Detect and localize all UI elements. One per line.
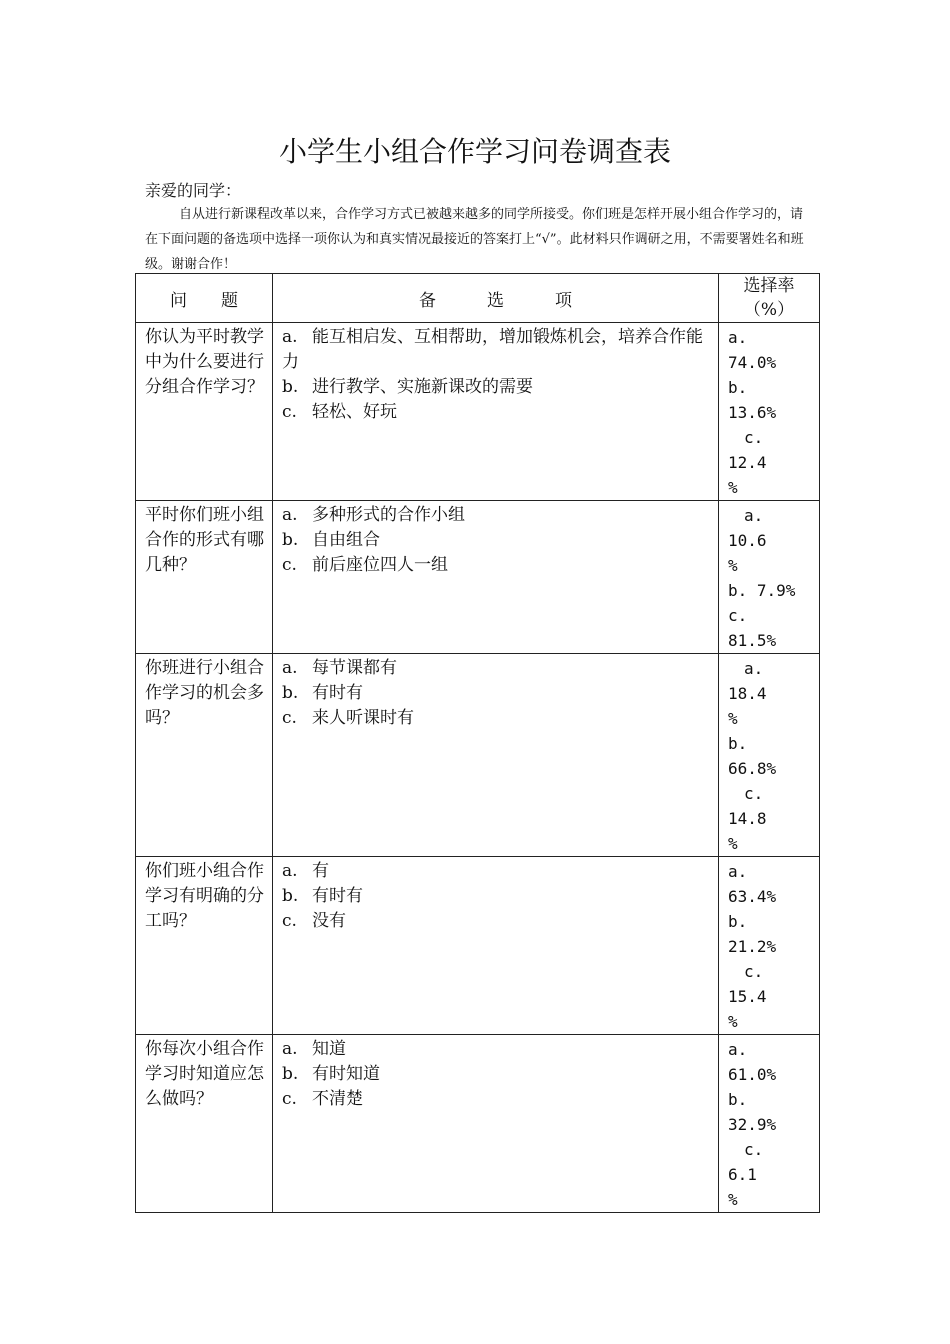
rate-value: c. [728, 1140, 764, 1159]
rate-value: % [728, 556, 738, 575]
rate-value: 81.5% [728, 631, 777, 650]
option-item [282, 375, 709, 400]
option-text: 能互相启发、互相帮助，增加锻炼机会，培养合作能力 [282, 327, 703, 372]
options-cell [273, 654, 719, 857]
rate-value: 32.9% [728, 1115, 777, 1134]
rate-value: b. [728, 378, 748, 397]
option-text: 有 [312, 861, 329, 881]
question-cell [136, 501, 273, 654]
table-header-row [136, 274, 820, 323]
rate-value: c. [728, 962, 764, 981]
option-item [282, 884, 709, 909]
question-text: 平时你们班小组合作的形式有哪几种？ [145, 505, 264, 575]
rate-cell [719, 857, 820, 1035]
question-cell [136, 323, 273, 501]
option-text: 没有 [312, 911, 346, 931]
option-text: 有时知道 [312, 1064, 380, 1084]
option-label: a. [282, 861, 298, 881]
rate-value: 21.2% [728, 937, 777, 956]
rate-value: % [728, 478, 738, 497]
option-text: 知道 [312, 1039, 346, 1059]
option-item [282, 1087, 709, 1112]
rate-value: 63.4% [728, 887, 777, 906]
option-label: c. [282, 402, 297, 422]
option-item [282, 553, 709, 578]
rate-cell [719, 654, 820, 857]
options-cell [273, 323, 719, 501]
rate-value: 10.6 [728, 531, 767, 550]
option-label: b. [282, 377, 299, 397]
question-text: 你每次小组合作学习时知道应怎么做吗？ [145, 1039, 264, 1109]
rate-value: b. 7.9% [728, 581, 796, 600]
option-label: c. [282, 708, 297, 728]
header-rate [719, 274, 820, 323]
option-label: a. [282, 1039, 298, 1059]
option-item [282, 706, 709, 731]
option-item [282, 528, 709, 553]
option-label: b. [282, 683, 299, 703]
header-options: 备 选 项 [273, 274, 719, 323]
rate-value: b. [728, 1090, 748, 1109]
salutation: 亲爱的同学： [145, 181, 242, 200]
rate-value: 66.8% [728, 759, 777, 778]
option-label: c. [282, 911, 297, 931]
rate-value: a. [728, 659, 764, 678]
options-cell [273, 857, 719, 1035]
option-item [282, 400, 709, 425]
survey-table [135, 273, 820, 1213]
option-item [282, 1062, 709, 1087]
rate-value: 74.0% [728, 353, 777, 372]
option-text: 轻松、好玩 [312, 402, 397, 422]
option-label: c. [282, 1089, 297, 1109]
rate-value: a. [728, 862, 748, 881]
option-label: b. [282, 886, 299, 906]
rate-value: 18.4 [728, 684, 767, 703]
rate-value: % [728, 834, 738, 853]
option-item [282, 503, 709, 528]
table-row [136, 323, 820, 501]
rate-cell [719, 501, 820, 654]
rate-value: c. [728, 606, 748, 625]
rate-value: % [728, 1190, 738, 1209]
question-text: 你班进行小组合作学习的机会多吗？ [145, 658, 264, 728]
intro-paragraph: 自从进行新课程改革以来，合作学习方式已被越来越多的同学所接受。你们班是怎样开展小组合作学习的，请在下面问题的备选项中选择一项你认为和真实情况最接近的答案打上“√”。此材料只作调研之用，不需要署姓名和班级。谢谢合作！ [145, 207, 804, 272]
rate-value: b. [728, 912, 748, 931]
rate-value: % [728, 709, 738, 728]
rate-value: a. [728, 1040, 748, 1059]
option-item [282, 859, 709, 884]
rate-value: c. [728, 784, 764, 803]
option-label: a. [282, 505, 298, 525]
rate-value: 6.1 [728, 1165, 757, 1184]
rate-cell [719, 1035, 820, 1213]
rate-value: a. [728, 328, 748, 347]
options-cell [273, 1035, 719, 1213]
rate-value: % [728, 1012, 738, 1031]
rate-value: 61.0% [728, 1065, 777, 1084]
option-label: a. [282, 658, 298, 678]
option-label: a. [282, 327, 298, 347]
table-row [136, 501, 820, 654]
table-row [136, 857, 820, 1035]
option-label: b. [282, 1064, 299, 1084]
question-cell [136, 1035, 273, 1213]
option-text: 不清楚 [312, 1089, 363, 1109]
table-row [136, 1035, 820, 1213]
option-item [282, 656, 709, 681]
option-text: 有时有 [312, 886, 363, 906]
option-item [282, 909, 709, 934]
option-text: 自由组合 [312, 530, 380, 550]
option-label: c. [282, 555, 297, 575]
question-cell [136, 857, 273, 1035]
question-cell [136, 654, 273, 857]
option-text: 每节课都有 [312, 658, 397, 678]
rate-value: a. [728, 506, 764, 525]
question-text: 你认为平时教学中为什么要进行分组合作学习？ [145, 327, 264, 397]
header-question: 问 题 [136, 274, 273, 323]
rate-value: 15.4 [728, 987, 767, 1006]
option-text: 前后座位四人一组 [312, 555, 448, 575]
rate-cell [719, 323, 820, 501]
option-text: 有时有 [312, 683, 363, 703]
table-row [136, 654, 820, 857]
option-text: 进行教学、实施新课改的需要 [312, 377, 533, 397]
page-title: 小学生小组合作学习问卷调查表 [278, 135, 671, 168]
options-cell [273, 501, 719, 654]
question-text: 你们班小组合作学习有明确的分工吗？ [145, 861, 264, 931]
header-rate-line1: 选择率 [743, 276, 795, 296]
header-rate-line2: （%） [743, 300, 795, 320]
option-label: b. [282, 530, 299, 550]
rate-value: c. [728, 428, 764, 447]
option-item [282, 1037, 709, 1062]
rate-value: b. [728, 734, 748, 753]
rate-value: 12.4 [728, 453, 767, 472]
rate-value: 14.8 [728, 809, 767, 828]
option-item [282, 325, 709, 375]
option-text: 来人听课时有 [312, 708, 414, 728]
option-text: 多种形式的合作小组 [312, 505, 465, 525]
rate-value: 13.6% [728, 403, 777, 422]
option-item [282, 681, 709, 706]
